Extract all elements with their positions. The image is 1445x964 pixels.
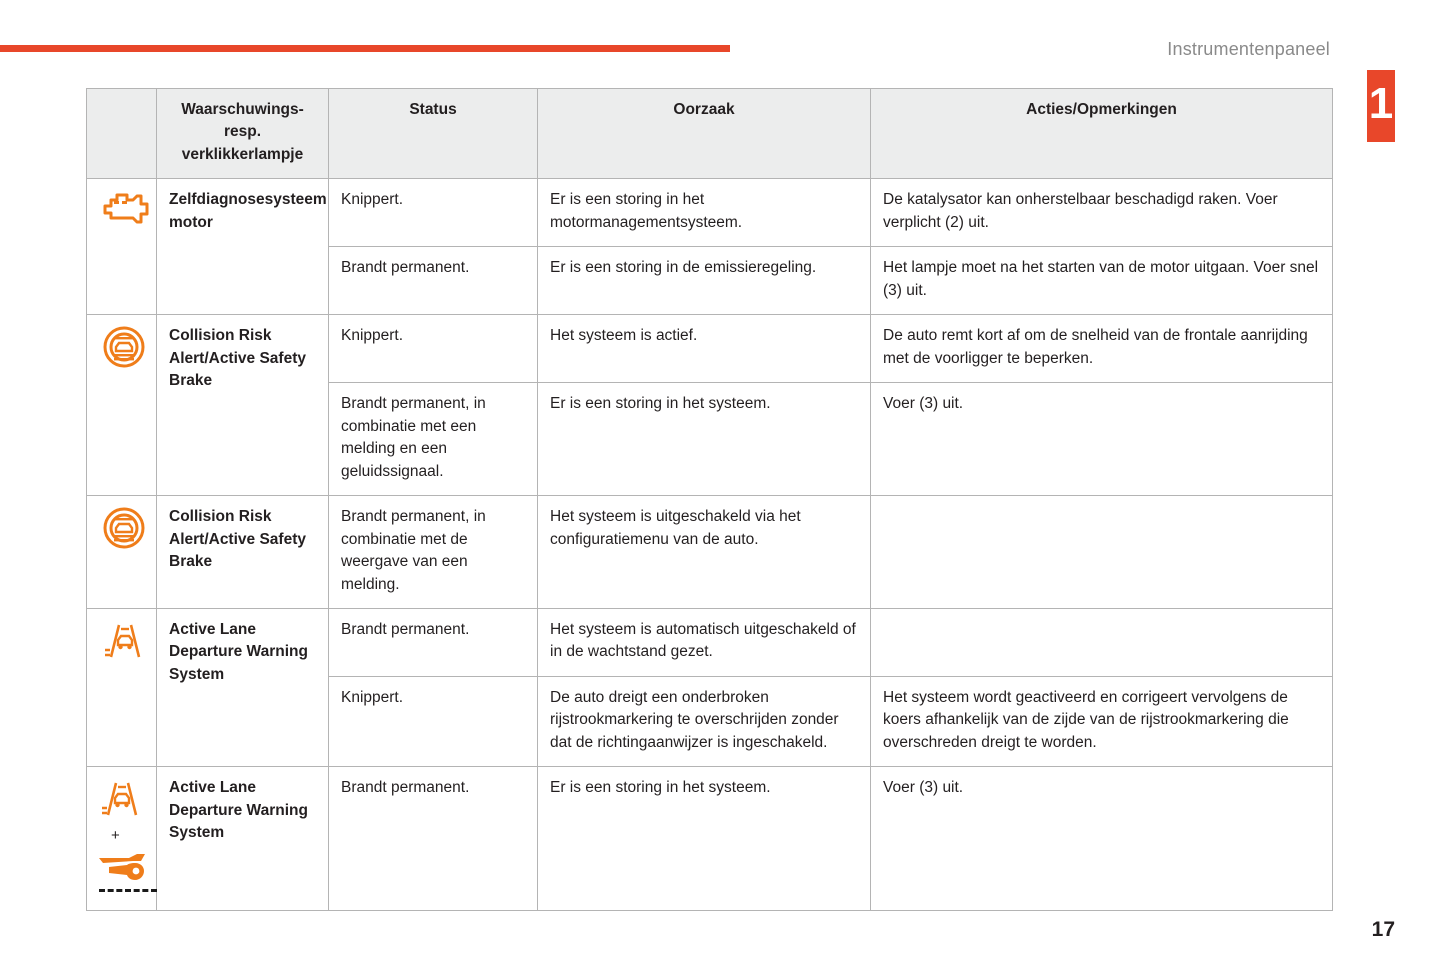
column-header-lamp: Waarschuwings- resp. verklikkerlampje [157,89,329,179]
cause-cell: De auto dreigt een onderbroken rijstrookmarkering te overschrijden zonder dat de richtingaanwijzer is ingeschakeld. [538,676,871,766]
icon-cell [87,179,157,315]
cause-cell: Het systeem is uitgeschakeld via het configuratiemenu van de auto. [538,496,871,609]
status-cell: Brandt permanent, in combinatie met een melding en een geluidssignaal. [329,383,538,496]
cause-cell: Er is een storing in het systeem. [538,383,871,496]
table-header-row [87,89,1333,179]
engine-check-icon [99,189,153,229]
actions-cell [871,496,1333,609]
icon-cell [87,496,157,609]
lamp-name-cell: Collision Risk Alert/Active Safety Brake [157,315,329,496]
actions-cell: Voer (3) uit. [871,767,1333,911]
status-cell: Knippert. [329,676,538,766]
lane-departure-warning-icon [99,619,151,663]
table-row [87,608,1333,676]
column-header-cause: Oorzaak [538,89,871,179]
table-body [87,179,1333,911]
icon-cell [87,767,157,911]
actions-cell: De katalysator kan onherstelbaar beschadigd raken. Voer verplicht (2) uit. [871,179,1333,247]
column-header-icon [87,89,157,179]
page-number: 17 [1371,918,1395,941]
lamp-name-cell: Collision Risk Alert/Active Safety Brake [157,496,329,609]
table-row [87,496,1333,609]
icon-cell [87,608,157,766]
service-wrench-icon [95,849,149,883]
status-cell: Brandt permanent. [329,608,538,676]
plus-symbol: + [111,827,120,845]
header-accent-rule [0,45,730,52]
chapter-number-tab: 1 [1367,70,1395,142]
status-cell: Knippert. [329,179,538,247]
warning-lamps-table [86,88,1333,911]
actions-cell [871,608,1333,676]
lamp-name-cell: Active Lane Departure Warning System [157,608,329,766]
collision-risk-alert-icon [99,506,149,550]
lane-departure-plus-service-icon [99,777,144,898]
lamp-name-cell: Active Lane Departure Warning System [157,767,329,911]
actions-cell: Het lampje moet na het starten van de motor uitgaan. Voer snel (3) uit. [871,247,1333,315]
table-header [87,89,1333,179]
status-cell: Brandt permanent, in combinatie met de weergave van een melding. [329,496,538,609]
actions-cell: Het systeem wordt geactiveerd en corrigeert vervolgens de koers afhankelijk van de zijde van de rijstrookmarkering die overschreden dreigt te worden. [871,676,1333,766]
cause-cell: Er is een storing in het motormanagementsysteem. [538,179,871,247]
column-header-status: Status [329,89,538,179]
cause-cell: Er is een storing in het systeem. [538,767,871,911]
table-row [87,767,1333,911]
cause-cell: Het systeem is actief. [538,315,871,383]
status-cell: Brandt permanent. [329,247,538,315]
dashed-separator [99,889,157,892]
collision-risk-alert-icon [99,325,149,369]
actions-cell: Voer (3) uit. [871,383,1333,496]
lamp-name-cell: Zelfdiagnosesysteem motor [157,179,329,315]
status-cell: Knippert. [329,315,538,383]
lane-departure-warning-icon [96,777,148,821]
actions-cell: De auto remt kort af om de snelheid van de frontale aanrijding met de voorligger te beperken. [871,315,1333,383]
cause-cell: Er is een storing in de emissieregeling. [538,247,871,315]
cause-cell: Het systeem is automatisch uitgeschakeld of in de wachtstand gezet. [538,608,871,676]
icon-cell [87,315,157,496]
table-row [87,315,1333,383]
table-row [87,179,1333,247]
column-header-actions: Acties/Opmerkingen [871,89,1333,179]
page-header-title: Instrumentenpaneel [1167,39,1330,59]
status-cell: Brandt permanent. [329,767,538,911]
